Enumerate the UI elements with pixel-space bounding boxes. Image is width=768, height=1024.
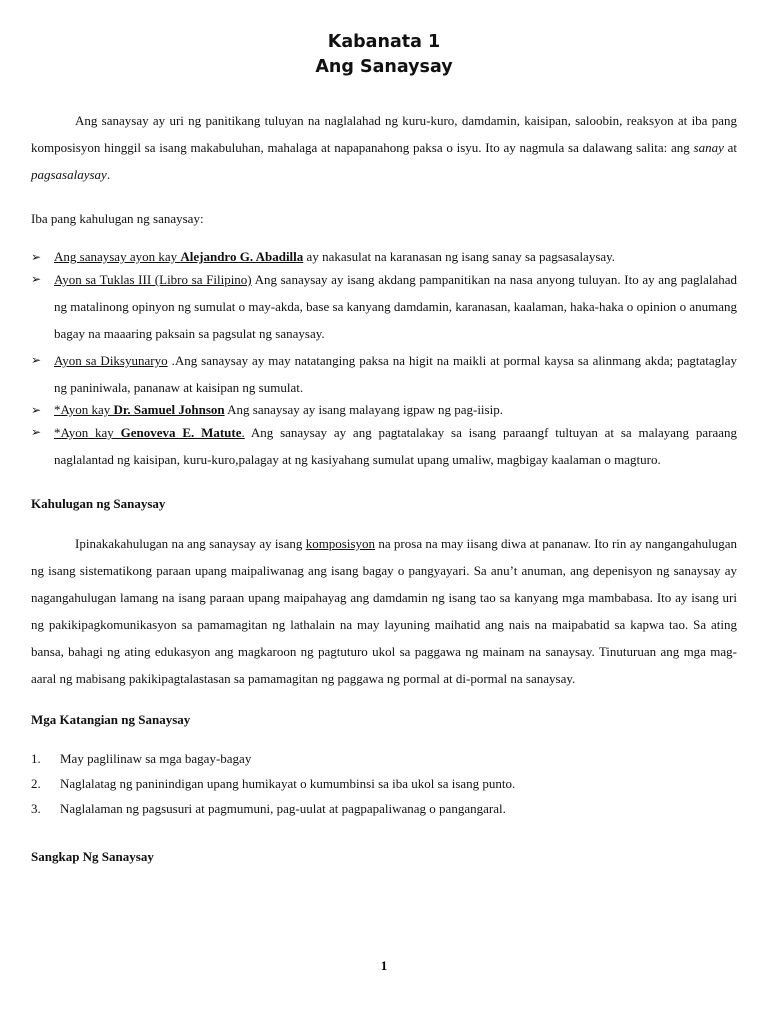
definition-text: Ang sanaysay ay ang pagtatalakay sa isang paraangf tultuyan at sa malayang paraang naglalantad ng kaisipan, kuru-kuro,palagay at ng kasiyahang sumulat upang umaliw, magbigay kaalaman o magturo. — [54, 425, 738, 467]
komposisyon-link[interactable]: komposisyon — [305, 536, 376, 551]
intro-text-end: . — [106, 167, 111, 182]
katangian-list — [31, 750, 737, 818]
list-text: Naglalaman ng pagsusuri at pagmumuni, pag-uulat at pagpapaliwanag o pangangaral. — [60, 801, 506, 816]
definition-item — [31, 248, 737, 266]
definition-author: Alejandro G. Abadilla — [180, 249, 304, 264]
kahulugan-paragraph — [31, 530, 737, 692]
definition-author: Dr. Samuel Johnson — [113, 402, 225, 417]
definition-item — [31, 401, 737, 419]
arrow-bullet-icon: ➢ — [31, 425, 42, 439]
definition-source: *Ayon kay — [54, 425, 121, 440]
definition-text: Ang sanaysay ay isang akdang pampanitikan na nasa anyong tuluyan. Ito ay ang paglalahad ng matalinong opinyon ng sumulat o may-akda, base sa kanyang damdamin, karanasan, kaalaman, haka-haka o opinion o anumang bagay na maaaring paksain sa pagsulat ng sanaysay. — [54, 272, 737, 341]
definition-text: .Ang sanaysay ay may natatanging paksa na higit na maikli at pormal kaysa sa alinmang akda; pagtataglay ng paniniwala, pananaw at kaisipan ng sumulat. — [54, 353, 737, 395]
list-number: 1. — [31, 751, 41, 766]
intro-word-pagsasalaysay: pagsasalaysay — [31, 167, 107, 182]
definition-author: Genoveva E. Matute — [120, 425, 242, 440]
list-number: 2. — [31, 776, 41, 791]
intro-paragraph — [31, 107, 737, 188]
section-heading-kahulugan: Kahulugan ng Sanaysay — [31, 496, 166, 511]
definition-source-end: . — [241, 425, 245, 440]
list-number: 3. — [31, 801, 41, 816]
other-meanings-label: Iba pang kahulugan ng sanaysay: — [31, 211, 204, 226]
definition-source: Ayon sa Tuklas III (Libro sa Filipino) — [54, 272, 252, 287]
arrow-bullet-icon: ➢ — [31, 250, 42, 264]
definition-item — [31, 266, 737, 347]
definition-text: ay nakasulat na karanasan ng isang sanay sa pagsasalaysay. — [303, 249, 616, 264]
definitions-list — [31, 248, 737, 473]
section-heading-sangkap: Sangkap Ng Sanaysay — [31, 849, 154, 864]
definition-text: Ang sanaysay ay isang malayang igpaw ng pag-iisip. — [224, 402, 503, 417]
intro-word-sanay: sanay — [693, 140, 724, 155]
definition-source: Ayon sa Diksyunaryo — [54, 353, 168, 368]
list-item — [31, 800, 737, 818]
chapter-label: Kabanata 1 — [327, 32, 441, 52]
arrow-bullet-icon: ➢ — [31, 353, 42, 367]
list-text: May paglilinaw sa mga bagay-bagay — [60, 751, 252, 766]
intro-text-and: at — [723, 140, 737, 155]
list-item — [31, 775, 737, 793]
definition-item — [31, 419, 737, 473]
arrow-bullet-icon: ➢ — [31, 403, 42, 417]
definition-item — [31, 347, 737, 401]
page-number: 1 — [380, 958, 388, 973]
kahulugan-text: Ipinakakahulugan na ang sanaysay ay isang — [75, 536, 306, 551]
definition-source: *Ayon kay — [54, 402, 114, 417]
kahulugan-text-rest: na prosa na may iisang diwa at pananaw. Ito rin ay nangangahulugan ng isang sistematikong paraan upang maipaliwanag ang isang bagay o pangyayari. Sa anu’t anuman, ang depenisyon ng sanaysay ay nagangahulugan lamang na isang paraan upang maipahayag ang damdamin ng isang tao sa kanyang mga mambabasa. Ito ay isang uri ng pakikipagkomunikasyon sa pamamagitan ng lathalain na may layuning maihatid ang nais na maipabatid sa kapwa tao. Sa ating bansa, bahagi ng ating edukasyon ang magkaroon ng pagtuturo ukol sa paggawa ng mainam na sanaysay. Tinuturuan ang mga mag-aaral ng mabisang pakikipagtalastasan sa pamamagitan ng paggawa ng pormal at di-pormal na sanaysay. — [31, 536, 738, 686]
arrow-bullet-icon: ➢ — [31, 272, 42, 286]
definition-source: Ang sanaysay ayon kay — [54, 249, 181, 264]
list-item — [31, 750, 737, 768]
page-title: Ang Sanaysay — [315, 57, 453, 77]
section-heading-katangian: Mga Katangian ng Sanaysay — [31, 712, 191, 727]
list-text: Naglalatag ng paninindigan upang humikayat o kumumbinsi sa iba ukol sa isang punto. — [60, 776, 516, 791]
intro-text: Ang sanaysay ay uri ng panitikang tuluyan na naglalahad ng kuru-kuro, damdamin, kaisipan, saloobin, reaksyon at iba pang komposisyon hinggil sa isang makabuluhan, mahalaga at napapanahong paksa o isyu. Ito ay nagmula sa dalawang salita: ang — [31, 113, 737, 155]
